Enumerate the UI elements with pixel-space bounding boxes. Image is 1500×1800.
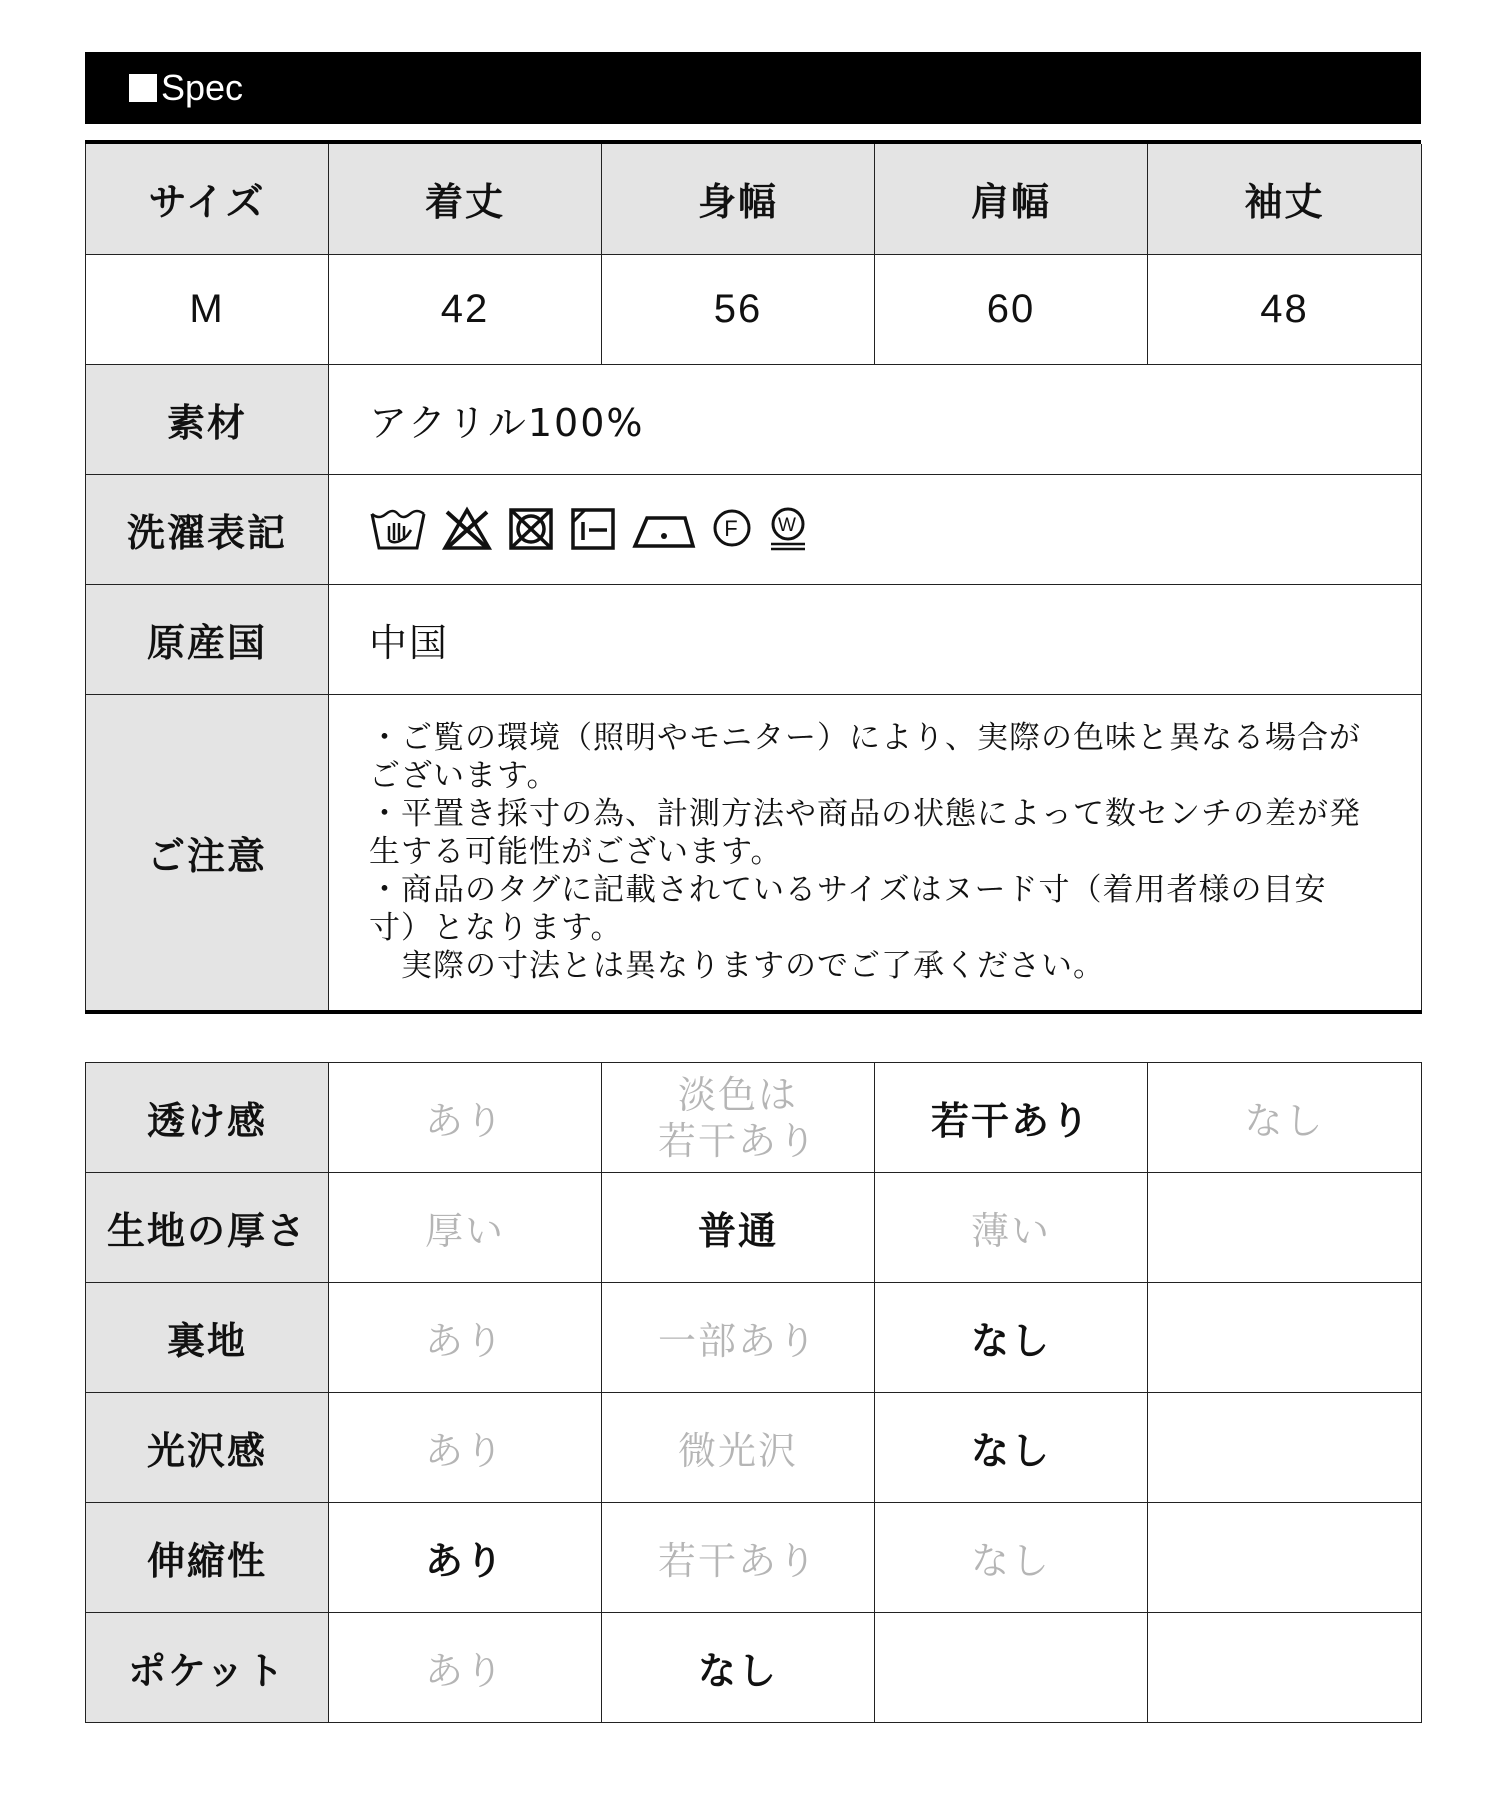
selected-option-cell: なし [875,1283,1148,1393]
note-line: ・商品のタグに記載されているサイズはヌード寸（着用者様の目安 [369,872,1327,909]
empty-option-cell [875,1613,1148,1723]
shoulder-width-header-cell: 肩幅 [875,144,1148,254]
size-header-row [86,144,1422,254]
attribute-label: 伸縮性 [86,1503,329,1613]
attribute-label: 裏地 [86,1283,329,1393]
option-cell: 一部あり [602,1283,875,1393]
iron-low-icon [631,506,697,552]
option-cell: なし [875,1503,1148,1613]
selected-option-cell: あり [329,1503,602,1613]
material-label: 素材 [86,364,329,474]
material-value: アクリル100% [329,364,1422,474]
attribute-row-transparency [86,1063,1422,1173]
option-cell: 淡色は 若干あり [602,1063,875,1173]
empty-option-cell [1148,1503,1422,1613]
drip-dry-shade-icon [569,506,617,552]
length-value-cell: 42 [329,254,602,364]
spec-header-bar [85,52,1421,124]
option-cell: 若干あり [602,1503,875,1613]
note-line: ございます。 [369,758,559,795]
option-cell: あり [329,1393,602,1503]
attribute-row-pocket [86,1613,1422,1723]
selected-option-cell: なし [602,1613,875,1723]
notes-label: ご注意 [86,694,329,1012]
origin-label: 原産国 [86,584,329,694]
attribute-row-fabric-thickness [86,1173,1422,1283]
attribute-table [85,1062,1422,1723]
dry-clean-letter: F [724,516,740,541]
empty-option-cell [1148,1173,1422,1283]
table-gap [85,1014,1421,1062]
empty-option-cell [1148,1613,1422,1723]
wet-clean-icon [767,506,809,552]
wet-clean-letter: W [778,515,798,536]
dry-clean-f-icon [711,506,753,552]
attribute-row-stretch [86,1503,1422,1613]
option-cell: なし [1148,1063,1422,1173]
attribute-label: 光沢感 [86,1393,329,1503]
body-width-header-cell: 身幅 [602,144,875,254]
notes-row [86,694,1422,1012]
note-line: 寸）となります。 [369,910,623,947]
no-tumble-dry-icon [507,506,555,552]
spec-table [85,144,1422,1014]
option-cell: あり [329,1063,602,1173]
care-row [86,474,1422,584]
selected-option-cell: 若干あり [875,1063,1148,1173]
square-bullet-icon [129,74,157,102]
origin-row [86,584,1422,694]
note-line: ・平置き採寸の為、計測方法や商品の状態によって数センチの差が発 [369,796,1361,833]
body-width-value-cell: 56 [602,254,875,364]
selected-option-cell: なし [875,1393,1148,1503]
size-header-cell: サイズ [86,144,329,254]
option-cell: 厚い [329,1173,602,1283]
size-value-row [86,254,1422,364]
care-icons [369,506,1421,552]
selected-option-cell: 普通 [602,1173,875,1283]
empty-option-cell [1148,1393,1422,1503]
hand-wash-icon [369,506,427,552]
sleeve-length-value-cell: 48 [1148,254,1422,364]
note-line: ・ご覧の環境（照明やモニター）により、実際の色味と異なる場合が [369,720,1361,757]
attribute-label: 生地の厚さ [86,1173,329,1283]
care-icons-cell [329,474,1422,584]
empty-option-cell [1148,1283,1422,1393]
note-line: 実際の寸法とは異なりますのでご了承ください。 [369,948,1105,985]
size-value-cell: M [86,254,329,364]
section-title: Spec [161,67,244,108]
option-cell: あり [329,1613,602,1723]
length-header-cell: 着丈 [329,144,602,254]
material-row [86,364,1422,474]
attribute-label: 透け感 [86,1063,329,1173]
note-line: 生する可能性がございます。 [369,834,783,871]
no-bleach-icon [441,506,493,552]
spec-sheet [85,52,1421,1723]
option-cell: 微光沢 [602,1393,875,1503]
option-cell: あり [329,1283,602,1393]
attribute-row-gloss [86,1393,1422,1503]
notes-text [329,694,1422,1012]
attribute-row-lining [86,1283,1422,1393]
shoulder-width-value-cell: 60 [875,254,1148,364]
sleeve-length-header-cell: 袖丈 [1148,144,1422,254]
attribute-label: ポケット [86,1613,329,1723]
option-cell: 薄い [875,1173,1148,1283]
care-label: 洗濯表記 [86,474,329,584]
origin-value: 中国 [329,584,1422,694]
